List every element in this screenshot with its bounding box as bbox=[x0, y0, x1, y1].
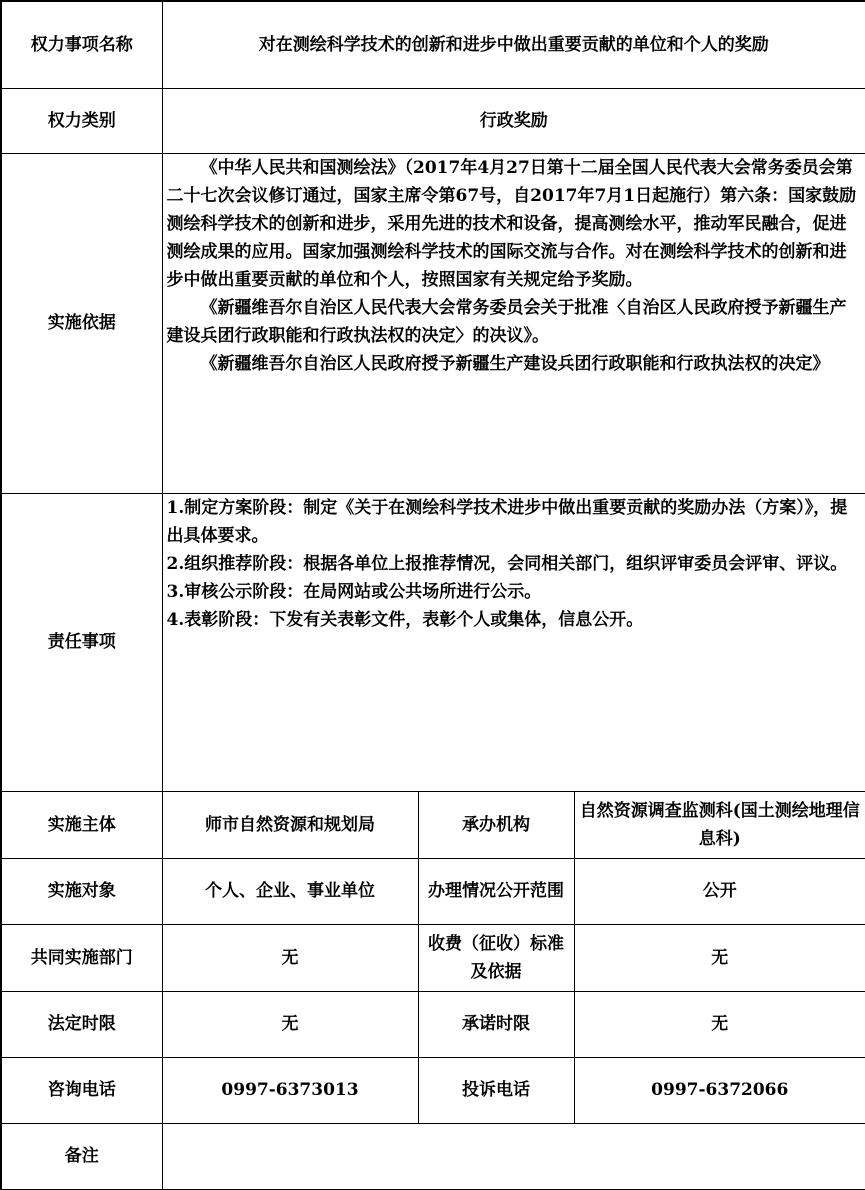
legal-time-label: 法定时限 bbox=[1, 991, 162, 1057]
consult-phone-value: 0997-6373013 bbox=[162, 1057, 418, 1123]
row-remarks bbox=[1, 1123, 865, 1189]
disclosure-label: 办理情况公开范围 bbox=[418, 858, 574, 924]
joint-dept-value: 无 bbox=[162, 924, 418, 991]
basis-paragraph: 《新疆维吾尔自治区人民代表大会常务委员会关于批准〈自治区人民政府授予新疆生产建设兵团行政职能和行政执法权的决定〉的决议》。 bbox=[166, 297, 847, 346]
basis-paragraph: 《中华人民共和国测绘法》（2017年4月27日第十二届全国人民代表大会常务委员会第二十七次会议修订通过，国家主席令第67号，自2017年7月1日起施行）第六条：国家鼓励测绘科学技术的创新和进步，采用先进的技术和设备，提高测绘水平，推动军民融合，促进测绘成果的应用。国家加强测绘科学技术的国际交流与合作。对在测绘科学技术的创新和进步中做出重要贡献的单位和个人，按照国家有关规定给予奖励。 bbox=[166, 157, 857, 290]
remarks-label: 备注 bbox=[1, 1123, 162, 1189]
promised-time-label: 承诺时限 bbox=[418, 991, 574, 1057]
disclosure-value: 公开 bbox=[574, 858, 865, 924]
row-joint bbox=[1, 924, 865, 991]
basis-content bbox=[162, 153, 865, 493]
power-name-value: 对在测绘科学技术的创新和进步中做出重要贡献的单位和个人的奖励 bbox=[162, 1, 865, 88]
row-power-name bbox=[1, 1, 865, 88]
row-target bbox=[1, 858, 865, 924]
row-phone bbox=[1, 1057, 865, 1123]
duty-item: 3.审核公示阶段：在局网站或公共场所进行公示。 bbox=[166, 581, 542, 602]
complaint-phone-label: 投诉电话 bbox=[418, 1057, 574, 1123]
handler-value: 自然资源调查监测科(国土测绘地理信息科) bbox=[574, 791, 865, 858]
power-type-value: 行政奖励 bbox=[162, 88, 865, 153]
fee-value: 无 bbox=[574, 924, 865, 991]
joint-dept-label: 共同实施部门 bbox=[1, 924, 162, 991]
legal-time-value: 无 bbox=[162, 991, 418, 1057]
fee-label: 收费（征收）标准及依据 bbox=[418, 924, 574, 991]
duties-content bbox=[162, 493, 865, 791]
row-subject bbox=[1, 791, 865, 858]
target-value: 个人、企业、事业单位 bbox=[162, 858, 418, 924]
row-power-type bbox=[1, 88, 865, 153]
remarks-value bbox=[162, 1123, 865, 1189]
duty-item: 4.表彰阶段：下发有关表彰文件，表彰个人或集体，信息公开。 bbox=[166, 609, 644, 630]
handler-label: 承办机构 bbox=[418, 791, 574, 858]
subject-value: 师市自然资源和规划局 bbox=[162, 791, 418, 858]
target-label: 实施对象 bbox=[1, 858, 162, 924]
duty-item: 2.组织推荐阶段：根据各单位上报推荐情况，会同相关部门，组织评审委员会评审、评议。 bbox=[166, 553, 848, 574]
subject-label: 实施主体 bbox=[1, 791, 162, 858]
basis-paragraph: 《新疆维吾尔自治区人民政府授予新疆生产建设兵团行政职能和行政执法权的决定》 bbox=[200, 353, 830, 374]
power-name-label: 权力事项名称 bbox=[1, 1, 162, 88]
promised-time-value: 无 bbox=[574, 991, 865, 1057]
complaint-phone-value: 0997-6372066 bbox=[574, 1057, 865, 1123]
duty-item: 1.制定方案阶段：制定《关于在测绘科学技术进步中做出重要贡献的奖励办法（方案）》，提出具体要求。 bbox=[166, 497, 848, 546]
consult-phone-label: 咨询电话 bbox=[1, 1057, 162, 1123]
basis-label: 实施依据 bbox=[1, 153, 162, 493]
duties-label: 责任事项 bbox=[1, 493, 162, 791]
row-time-limit bbox=[1, 991, 865, 1057]
row-duties bbox=[1, 493, 865, 791]
row-basis bbox=[1, 153, 865, 493]
power-type-label: 权力类别 bbox=[1, 88, 162, 153]
